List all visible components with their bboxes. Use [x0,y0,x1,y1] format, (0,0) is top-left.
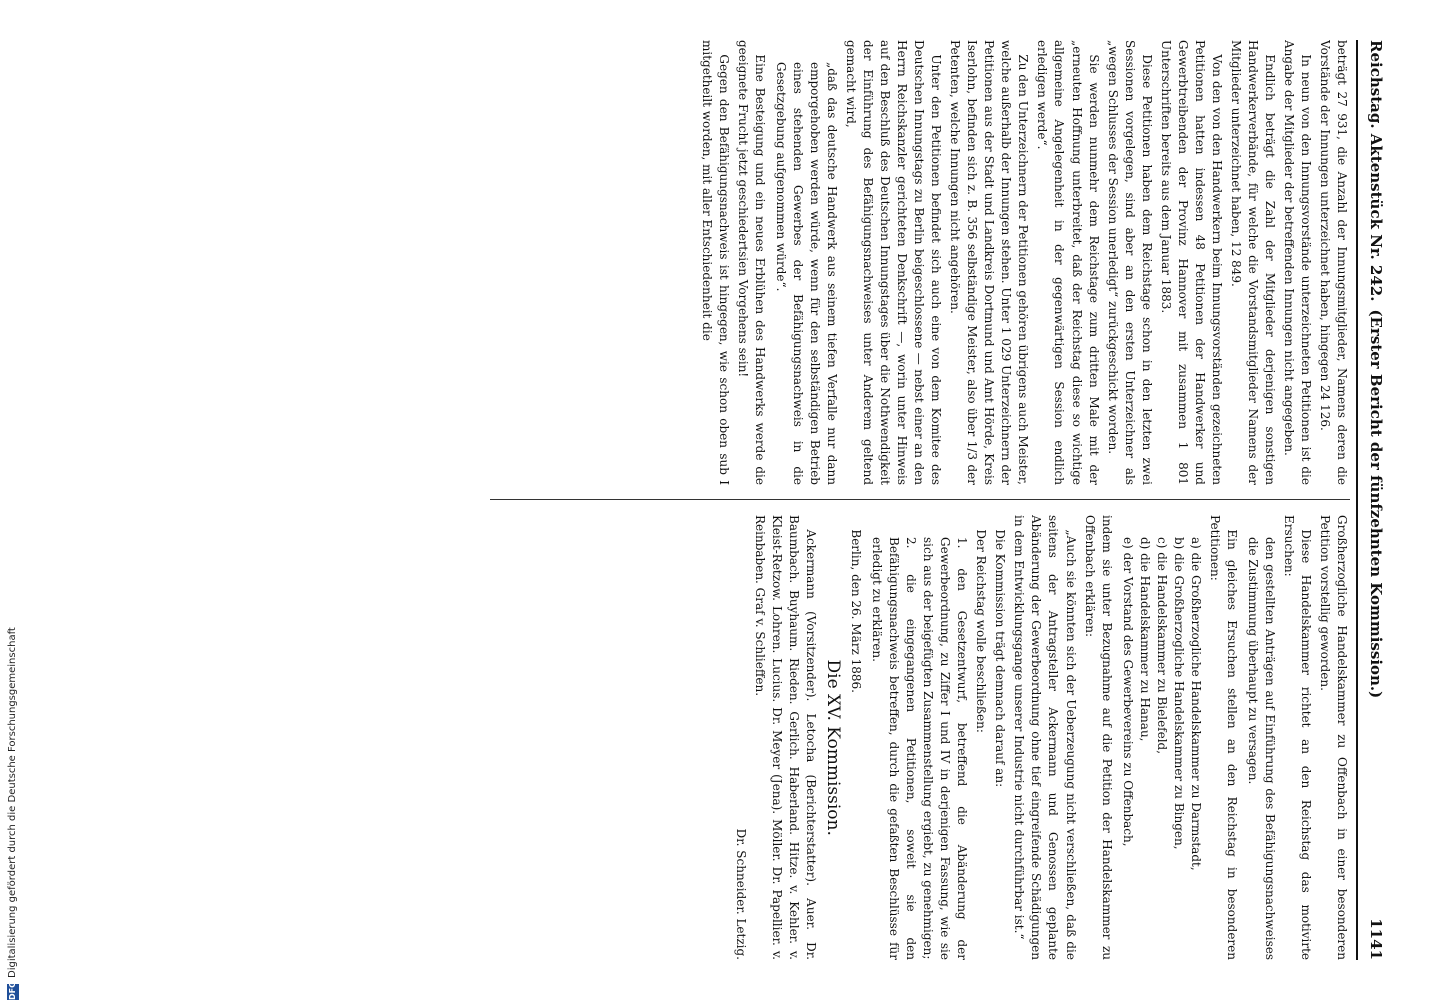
paragraph: indem sie unter Bezugnahme auf die Petition der Handelskammer zu Offenbach erklären: [1082,515,1114,960]
paragraph: Die Kommission trägt demnach darauf an: [993,529,1008,788]
list-item: a) die Großherzogliche Handelskammer zu Darmstadt, [1188,537,1203,871]
paragraph: Der Reichstag wolle beschließen: [974,529,989,733]
list-item: 2. die eingegangenen Petitionen, soweit sie den Befähigungsnachweis betreffen, durch die gefaßten Beschlüsse für erledigt zu erklären. [870,537,919,960]
paragraph: Gegen den Befähigungsnachweis ist hingegen, wie schon oben sub I mitgetheilt worden, mit aller Entschiedenheit die [699,40,731,485]
margin-credit [2,600,24,1000]
list-item: c) die Handelskammer zu Bielefeld, [1154,537,1169,755]
date-line: Berlin, den 26. März 1886. [849,529,864,693]
list-item: d) die Handelskammer zu Hanau, [1137,537,1152,742]
column-divider [490,499,1350,500]
block-quote: den gestellten Anträgen auf Einführung des Befähigungsnachweises die Zustimmung überhaupt zu versagen. [1245,537,1277,960]
paragraph: Diese Handelskammer richtet an den Reichstag das motivirte Ersuchen: [1281,515,1313,960]
header-rule [1356,40,1358,960]
last-signatories: Dr. Schneider. Letzig. [733,828,748,960]
paragraph: Ein gleiches Ersuchen stellen an den Reichstag in besonderen Petitionen: [1207,515,1239,960]
paragraph: beträgt 27 931, die Anzahl der Innungsmitglieder, Namens deren die Vorstände der Innungen unterzeichnet haben, hingegen 24 126. [1317,40,1349,485]
signatories: Ackermann (Vorsitzender). Letocha (Berichterstatter). Auer. Dr. Baumbach. Buyhaum. Rieden. Gerlich. Haberland. Hitze. v. Kehler. v. Kleist-Retzow. Lohren. Lucius. Dr. Meyer (Jena). Möller. Dr. Papellier. v. Reinbaben. Graf v. Schlieffen. [752,515,818,960]
list-item: 1. den Gesetzentwurf, betreffend die Abänderung der Gewerbeordnung, zu Ziffer I und IV in derjenigen Fassung, wie sie sich aus der beigefügten Zusammenstellung ergiebt, zu genehmigen; [921,537,970,960]
paragraph: In neun von den Innungsvorstände unterzeichneten Petitionen ist die Angabe der Mitglieder der betreffenden Innungen nicht angegeben. [1281,40,1313,485]
paragraph: Sie werden nunmehr dem Reichstage zum dritten Male mit der „erneuten Hoffnung unterbreitet, daß der Reichstag diese so wichtige allgemeine Angelegenheit in der gegenwärtigen Session endlich erledigen werde“. [1035,40,1101,485]
credit-text: Digitalisierung gefördert durch die Deutsche Forschungsgemeinschaft [7,627,18,978]
block-quote: „daß das deutsche Handwerk aus seinem tiefen Verfalle nur dann emporgehoben werden würde, wenn für den selbständigen Betrieb eines stehenden Gewerbes der Befähigungsnachweis in die Gesetzgebung aufgenommen würde“. [774,62,840,485]
rotated-text-frame [470,40,1390,960]
paragraph: Diese Petitionen haben dem Reichstage schon in den letzten zwei Sessionen vorgelegen, sind aber an den ersten Unterzeichner als „wegen Schlusses der Session unerledigt“ zurückgeschickt worden. [1105,40,1154,485]
resolution-list [868,515,970,960]
header-center: (Erster Bericht der fünfzehnten Kommission.) [1367,309,1385,699]
left-column [470,40,1350,485]
page-header [1362,40,1390,960]
list-item: b) die Großherzogliche Handelskammer zu Bingen, [1171,537,1186,850]
paragraph: Zu den Unterzeichnern der Petitionen gehören übrigens auch Meister, welche außerhalb der Innungen stehen. Unter 1 029 Unterzeichnern der Petitionen aus der Stadt und Landkreis Dortmund und Amt Hörde, Kreis Iserlohn, befinden sich z. B. 356 selbständige Meister, also über 1/3 der Petenten, welche Innungen nicht angehören. [948,40,1031,485]
header-left: Reichstag. Aktenstück Nr. 242. [1367,40,1385,302]
paragraph: Großherzogliche Handelskammer zu Offenbach in einer besonderen Petition vorstellig geworden. [1317,515,1349,960]
paragraph: Von den von den Handwerkern beim Innungsvorständen gezeichneten Petitionen hatten indessen 48 Petitionen der Handwerker und Gewerbtreibenden der Provinz Hannover mit zusammen 1 801 Unterschriften bereits aus dem Januar 1883. [1158,40,1224,485]
right-column [470,515,1350,960]
paragraph: Eine Besteigung und ein neues Erblühen des Handwerks werde die geeignete Frucht jetzt geschiedertsien Vorgehens sein! [735,40,767,485]
list-item: e) der Vorstand des Gewerbevereins zu Offenbach, [1120,537,1135,847]
commission-title: Die XV. Kommission. [823,659,844,836]
petitioner-list [1119,515,1204,960]
page-number: 1141 [1367,918,1385,960]
paragraph: „Auch sie könnten sich der Ueberzeugung nicht verschließen, daß die seitens der Antragsteller Ackermann und Genossen geplante Abänderung der Gewerbeordnung ohne tief eingreifende Schädigungen in dem Entwicklungsgange unserer Industrie nicht durchführbar ist.“ [1012,515,1078,960]
dfg-logo: DFG [8,981,17,1000]
paragraph: Unter den Petitionen befindet sich auch eine von dem Komitee des Deutschen Innungstags zu Berlin beigeschlossene — nebst einer an den Herrn Reichskanzler gerichteten Denkschrift —, worin unter Hinweis auf den Beschluß des Deutschen Innungstages über die Nothwendigkeit der Einführung des Befähigungsnachweises unter Anderem geltend gemacht wird, [844,40,944,485]
paragraph: Endlich beträgt die Zahl der Mitglieder derjenigen sonstigen Handwerkerverbände, für welche die Vorstandsmitglieder Namens der Mitglieder unterzeichnet haben, 12 849. [1228,40,1277,485]
